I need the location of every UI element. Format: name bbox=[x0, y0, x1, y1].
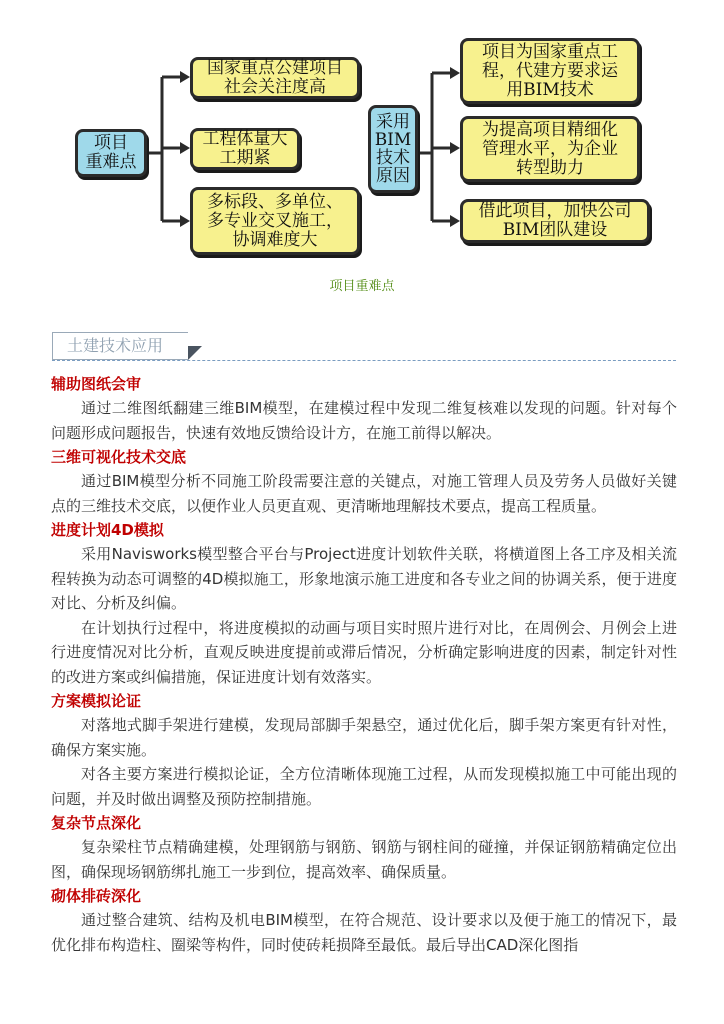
paragraph: 通过整合建筑、结构及机电BIM模型，在符合规范、设计要求以及便于施工的情况下，最优化排布构造柱、圈梁等构件，同时使砖耗损降至最低。最后导出CAD深化图指 bbox=[51, 911, 677, 954]
right-branch-node bbox=[460, 38, 640, 104]
subsection bbox=[51, 372, 677, 445]
subsection bbox=[51, 518, 677, 689]
right-branch-label: 为提高项目精细化 管理水平，为企业 转型助力 bbox=[482, 119, 618, 178]
paragraph: 通过二维图纸翻建三维BIM模型，在建模过程中发现二维复核难以发现的问题。针对每个问题形成问题报告，快速有效地反馈给设计方，在施工前得以解决。 bbox=[51, 399, 677, 442]
figure-caption: 项目重难点 bbox=[329, 279, 395, 294]
subsection bbox=[51, 811, 677, 884]
paragraph: 在计划执行过程中，将进度模拟的动画与项目实时照片进行对比，在周例会、月例会上进行进度情况对比分析，直观反映进度提前或滞后情况，分析确定影响进度的因素，制定针对性的改进方案或纠偏措施，保证进度计划有效落实。 bbox=[51, 618, 677, 686]
difficulty-diagram bbox=[70, 35, 670, 265]
subsection-heading: 三维可视化技术交底 bbox=[51, 448, 187, 466]
center-node-label: 项目 重难点 bbox=[85, 133, 137, 172]
article-content bbox=[51, 372, 677, 957]
left-branch-label: 多标段、多单位、 多专业交叉施工， 协调难度大 bbox=[207, 191, 343, 250]
right-branch-node bbox=[460, 199, 650, 243]
subsection-heading: 进度计划4D模拟 bbox=[51, 521, 164, 539]
section-title: 土建技术应用 bbox=[67, 336, 164, 355]
section-divider bbox=[52, 360, 676, 361]
paragraph: 对落地式脚手架进行建模，发现局部脚手架悬空，通过优化后，脚手架方案更有针对性，确保方案实施。 bbox=[51, 716, 677, 759]
section-title-tab bbox=[52, 332, 188, 360]
subsection-heading: 辅助图纸会审 bbox=[51, 375, 142, 393]
paragraph: 采用Navisworks模型整合平台与Project进度计划软件关联，将横道图上各工序及相关流程转换为动态可调整的4D模拟施工，形象地演示施工进度和各专业之间的协调关系，便于进度对比、分析及纠偏。 bbox=[51, 545, 677, 612]
paragraph: 通过BIM模型分析不同施工阶段需要注意的关键点，对施工管理人员及劳务人员做好关键点的三维技术交底，以便作业人员更直观、更清晰地理解技术要点，提高工程质量。 bbox=[51, 472, 677, 515]
right-branch-label: 借此项目，加快公司 BIM团队建设 bbox=[478, 201, 632, 240]
center-node-difficulties bbox=[75, 129, 147, 177]
right-branch-label: 项目为国家重点工 程，代建方要求运 用BIM技术 bbox=[482, 41, 618, 100]
left-branch-label: 国家重点公建项目 社会关注度高 bbox=[207, 58, 343, 97]
left-branch-label: 工程体量大 工期紧 bbox=[202, 129, 288, 168]
subsection bbox=[51, 884, 677, 957]
right-branch-node bbox=[460, 116, 640, 182]
center-node-label: 采用 BIM 技术 原因 bbox=[374, 112, 412, 186]
left-branch-node bbox=[190, 128, 300, 170]
left-branch-node bbox=[190, 57, 360, 99]
subsection bbox=[51, 689, 677, 811]
subsection-heading: 复杂节点深化 bbox=[51, 814, 142, 832]
subsection-heading: 方案模拟论证 bbox=[51, 692, 142, 710]
paragraph: 对各主要方案进行模拟论证，全方位清晰体现施工过程，从而发现模拟施工中可能出现的问题，并及时做出调整及预防控制措施。 bbox=[51, 765, 677, 808]
section-tab-corner bbox=[188, 346, 202, 360]
left-branch-node bbox=[190, 187, 360, 255]
subsection bbox=[51, 445, 677, 518]
subsection-heading: 砌体排砖深化 bbox=[51, 887, 142, 905]
paragraph: 复杂梁柱节点精确建模，处理钢筋与钢筋、钢筋与钢柱间的碰撞，并保证钢筋精确定位出图，确保现场钢筋绑扎施工一步到位，提高效率、确保质量。 bbox=[51, 838, 677, 881]
center-node-reasons bbox=[368, 105, 418, 193]
